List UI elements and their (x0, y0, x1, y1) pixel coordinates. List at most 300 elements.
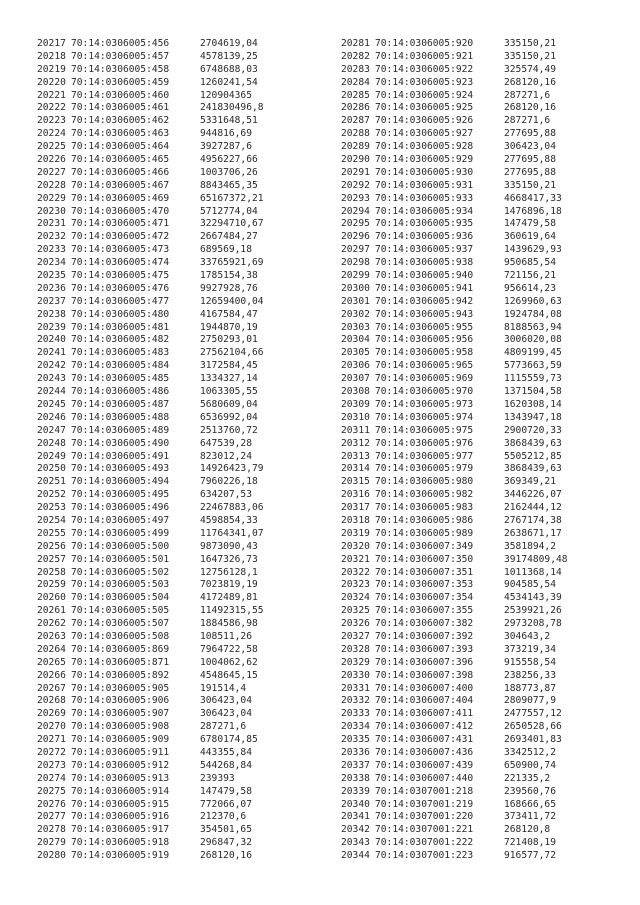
row-number: 20313 (341, 450, 370, 462)
row-value: 721156,21 (504, 270, 556, 282)
table-row (37, 257, 310, 270)
row-value: 7960226,18 (200, 476, 258, 488)
table-row (37, 773, 310, 786)
cadastral-number: 70:14:0306005:970 (375, 386, 474, 398)
cadastral-number: 70:14:0306005:917 (71, 824, 170, 836)
cadastral-number: 70:14:0306005:918 (71, 837, 170, 849)
row-value: 3006020,08 (504, 334, 562, 346)
row-number: 20259 (37, 579, 66, 591)
table-row (37, 605, 310, 618)
row-number: 20254 (37, 514, 66, 526)
row-value: 5712774,04 (200, 205, 258, 217)
table-row (341, 257, 614, 270)
cadastral-number: 70:14:0306005:940 (375, 270, 474, 282)
row-value: 221335,2 (504, 772, 551, 784)
row-number: 20253 (37, 502, 66, 514)
cadastral-number: 70:14:0306005:469 (71, 192, 170, 204)
row-number: 20297 (341, 244, 370, 256)
row-value: 6536992,04 (200, 411, 258, 423)
row-number: 20267 (37, 682, 66, 694)
cadastral-number: 70:14:0306005:465 (71, 154, 170, 166)
table-row (341, 605, 614, 618)
table-row (341, 799, 614, 812)
row-number: 20278 (37, 824, 66, 836)
table-row (37, 412, 310, 425)
row-value: 1620308,14 (504, 398, 562, 410)
cadastral-number: 70:14:0306007:436 (375, 746, 474, 758)
cadastral-number: 70:14:0306005:503 (71, 579, 170, 591)
table-row (341, 811, 614, 824)
row-number: 20251 (37, 476, 66, 488)
cadastral-number: 70:14:0306005:934 (375, 205, 474, 217)
table-row (341, 747, 614, 760)
table-row (37, 115, 310, 128)
row-number: 20272 (37, 746, 66, 758)
cadastral-number: 70:14:0306005:911 (71, 746, 170, 758)
cadastral-number: 70:14:0306005:476 (71, 282, 170, 294)
row-number: 20239 (37, 321, 66, 333)
row-number: 20269 (37, 708, 66, 720)
row-value: 3446226,07 (504, 489, 562, 501)
cadastral-number: 70:14:0306005:487 (71, 398, 170, 410)
row-number: 20262 (37, 618, 66, 630)
table-row (341, 824, 614, 837)
row-number: 20308 (341, 386, 370, 398)
row-value: 544268,84 (200, 759, 252, 771)
row-value: 14926423,79 (200, 463, 264, 475)
row-value: 5680609,04 (200, 398, 258, 410)
row-number: 20301 (341, 295, 370, 307)
row-number: 20247 (37, 424, 66, 436)
cadastral-number: 70:14:0306005:937 (375, 244, 474, 256)
table-row (37, 90, 310, 103)
cadastral-number: 70:14:0306005:481 (71, 321, 170, 333)
row-number: 20327 (341, 630, 370, 642)
row-value: 32294710,67 (200, 218, 264, 230)
table-row (37, 180, 310, 193)
row-value: 1003706,26 (200, 166, 258, 178)
row-number: 20299 (341, 270, 370, 282)
table-row (341, 102, 614, 115)
table-row (37, 528, 310, 541)
table-row (341, 515, 614, 528)
row-value: 3927287,6 (200, 141, 252, 153)
row-value: 2704619,04 (200, 38, 258, 49)
row-number: 20276 (37, 798, 66, 810)
row-value: 241830496,8 (200, 102, 264, 114)
cadastral-number: 70:14:0306007:392 (375, 630, 474, 642)
row-value: 650900,74 (504, 759, 556, 771)
row-number: 20286 (341, 102, 370, 114)
table-row (37, 451, 310, 464)
row-number: 20304 (341, 334, 370, 346)
row-value: 191514,4 (200, 682, 247, 694)
row-number: 20241 (37, 347, 66, 359)
row-value: 239560,76 (504, 785, 556, 797)
row-value: 188773,87 (504, 682, 556, 694)
table-row (37, 128, 310, 141)
row-value: 904585,54 (504, 579, 556, 591)
row-value: 2650528,66 (504, 721, 562, 733)
cadastral-number: 70:14:0307001:218 (375, 785, 474, 797)
row-number: 20233 (37, 244, 66, 256)
row-value: 304643,2 (504, 630, 551, 642)
row-number: 20321 (341, 553, 370, 565)
cadastral-number: 70:14:0306005:956 (375, 334, 474, 346)
table-row (341, 708, 614, 721)
row-value: 306423,04 (200, 695, 252, 707)
cadastral-number: 70:14:0306005:955 (375, 321, 474, 333)
cadastral-number: 70:14:0306005:490 (71, 437, 170, 449)
row-number: 20225 (37, 141, 66, 153)
row-number: 20318 (341, 514, 370, 526)
cadastral-number: 70:14:0307001:221 (375, 824, 474, 836)
row-number: 20328 (341, 643, 370, 655)
row-value: 277695,88 (504, 128, 556, 140)
row-value: 6780174,85 (200, 734, 258, 746)
row-value: 4578139,25 (200, 50, 258, 62)
cadastral-number: 70:14:0306005:472 (71, 231, 170, 243)
cadastral-number: 70:14:0306005:462 (71, 115, 170, 127)
table-row (37, 670, 310, 683)
row-number: 20305 (341, 347, 370, 359)
row-value: 1004062,62 (200, 656, 258, 668)
table-row (341, 51, 614, 64)
row-value: 4956227,66 (200, 154, 258, 166)
table-row (341, 644, 614, 657)
row-value: 2750293,01 (200, 334, 258, 346)
cadastral-number: 70:14:0306005:915 (71, 798, 170, 810)
cadastral-number: 70:14:0307001:223 (375, 850, 474, 862)
row-number: 20333 (341, 708, 370, 720)
row-number: 20329 (341, 656, 370, 668)
cadastral-number: 70:14:0306005:486 (71, 386, 170, 398)
row-value: 443355,84 (200, 746, 252, 758)
table-row (341, 631, 614, 644)
cadastral-number: 70:14:0306005:470 (71, 205, 170, 217)
cadastral-number: 70:14:0306005:931 (375, 179, 474, 191)
cadastral-number: 70:14:0306005:928 (375, 141, 474, 153)
row-number: 20255 (37, 527, 66, 539)
row-value: 65167372,21 (200, 192, 264, 204)
row-number: 20270 (37, 721, 66, 733)
cadastral-number: 70:14:0306005:500 (71, 540, 170, 552)
table-row (37, 154, 310, 167)
table-row (341, 695, 614, 708)
row-value: 33765921,69 (200, 257, 264, 269)
row-value: 634207,53 (200, 489, 252, 501)
row-number: 20273 (37, 759, 66, 771)
row-value: 1785154,38 (200, 270, 258, 282)
table-row (341, 502, 614, 515)
table-row (37, 567, 310, 580)
cadastral-number: 70:14:0306007:353 (375, 579, 474, 591)
cadastral-number: 70:14:0306005:475 (71, 270, 170, 282)
row-number: 20252 (37, 489, 66, 501)
row-value: 7964722,58 (200, 643, 258, 655)
table-row (37, 218, 310, 231)
row-number: 20342 (341, 824, 370, 836)
cadastral-number: 70:14:0306005:496 (71, 502, 170, 514)
cadastral-number: 70:14:0306005:923 (375, 76, 474, 88)
row-number: 20296 (341, 231, 370, 243)
table-row (37, 51, 310, 64)
table-row (341, 309, 614, 322)
cadastral-number: 70:14:0306005:930 (375, 166, 474, 178)
cadastral-number: 70:14:0306007:351 (375, 566, 474, 578)
table-row (37, 592, 310, 605)
cadastral-number: 70:14:0306005:474 (71, 257, 170, 269)
row-value: 168666,65 (504, 798, 556, 810)
row-number: 20316 (341, 489, 370, 501)
cadastral-number: 70:14:0306005:973 (375, 398, 474, 410)
table-row (341, 386, 614, 399)
row-number: 20240 (37, 334, 66, 346)
cadastral-number: 70:14:0306005:914 (71, 785, 170, 797)
cadastral-number: 70:14:0306005:484 (71, 360, 170, 372)
row-number: 20295 (341, 218, 370, 230)
row-number: 20294 (341, 205, 370, 217)
row-value: 1343947,18 (504, 411, 562, 423)
row-number: 20231 (37, 218, 66, 230)
row-number: 20310 (341, 411, 370, 423)
row-value: 4598854,33 (200, 514, 258, 526)
row-number: 20336 (341, 746, 370, 758)
row-number: 20334 (341, 721, 370, 733)
cadastral-number: 70:14:0306005:974 (375, 411, 474, 423)
row-number: 20312 (341, 437, 370, 449)
table-row (341, 77, 614, 90)
row-value: 108511,26 (200, 630, 252, 642)
table-row (37, 283, 310, 296)
table-row (37, 231, 310, 244)
table-row (341, 657, 614, 670)
cadastral-number: 70:14:0306005:504 (71, 592, 170, 604)
row-value: 335150,21 (504, 179, 556, 191)
table-row (341, 579, 614, 592)
row-number: 20332 (341, 695, 370, 707)
table-row (341, 64, 614, 77)
row-value: 4668417,33 (504, 192, 562, 204)
table-row (341, 541, 614, 554)
row-value: 373219,34 (504, 643, 556, 655)
table-row (37, 193, 310, 206)
row-number: 20331 (341, 682, 370, 694)
row-value: 306423,04 (504, 141, 556, 153)
table-row (37, 554, 310, 567)
table-row (341, 270, 614, 283)
row-number: 20220 (37, 76, 66, 88)
cadastral-number: 70:14:0306005:508 (71, 630, 170, 642)
row-number: 20226 (37, 154, 66, 166)
table-row (37, 373, 310, 386)
cadastral-number: 70:14:0306005:986 (375, 514, 474, 526)
table-row (341, 618, 614, 631)
row-number: 20235 (37, 270, 66, 282)
row-value: 239393 (200, 772, 235, 784)
table-row (341, 463, 614, 476)
cadastral-number: 70:14:0306005:505 (71, 605, 170, 617)
table-row (37, 141, 310, 154)
table-row (341, 128, 614, 141)
cadastral-number: 70:14:0306005:457 (71, 50, 170, 62)
cadastral-number: 70:14:0306005:927 (375, 128, 474, 140)
row-value: 11764341,07 (200, 527, 264, 539)
row-value: 647539,28 (200, 437, 252, 449)
cadastral-number: 70:14:0306005:489 (71, 424, 170, 436)
cadastral-number: 70:14:0306007:393 (375, 643, 474, 655)
row-value: 2667484,27 (200, 231, 258, 243)
cadastral-number: 70:14:0306005:471 (71, 218, 170, 230)
row-value: 5505212,85 (504, 450, 562, 462)
row-number: 20266 (37, 669, 66, 681)
table-row (341, 90, 614, 103)
row-number: 20245 (37, 398, 66, 410)
row-value: 1439629,93 (504, 244, 562, 256)
cadastral-number: 70:14:0306005:488 (71, 411, 170, 423)
row-number: 20288 (341, 128, 370, 140)
row-value: 2809077,9 (504, 695, 556, 707)
table-row (37, 270, 310, 283)
table-row (341, 850, 614, 863)
row-value: 22467883,06 (200, 502, 264, 514)
cadastral-number: 70:14:0306005:480 (71, 308, 170, 320)
cadastral-number: 70:14:0306005:502 (71, 566, 170, 578)
row-value: 268120,16 (200, 850, 252, 862)
cadastral-number: 70:14:0306005:989 (375, 527, 474, 539)
row-number: 20292 (341, 179, 370, 191)
row-number: 20319 (341, 527, 370, 539)
table-row (37, 657, 310, 670)
row-number: 20309 (341, 398, 370, 410)
row-value: 4172489,81 (200, 592, 258, 604)
table-row (341, 334, 614, 347)
row-value: 335150,21 (504, 50, 556, 62)
row-number: 20338 (341, 772, 370, 784)
table-row (37, 360, 310, 373)
row-value: 268120,16 (504, 102, 556, 114)
cadastral-number: 70:14:0306005:912 (71, 759, 170, 771)
table-row (37, 515, 310, 528)
cadastral-number: 70:14:0306007:355 (375, 605, 474, 617)
table-row (37, 850, 310, 863)
row-number: 20268 (37, 695, 66, 707)
table-row (37, 579, 310, 592)
row-value: 2539921,26 (504, 605, 562, 617)
cadastral-number: 70:14:0306007:440 (375, 772, 474, 784)
row-value: 772066,07 (200, 798, 252, 810)
cadastral-number: 70:14:0306005:464 (71, 141, 170, 153)
row-value: 956614,23 (504, 282, 556, 294)
cadastral-number: 70:14:0306005:976 (375, 437, 474, 449)
cadastral-number: 70:14:0306005:929 (375, 154, 474, 166)
table-row (341, 412, 614, 425)
row-value: 1269960,63 (504, 295, 562, 307)
row-value: 268120,16 (504, 76, 556, 88)
cadastral-number: 70:14:0306005:936 (375, 231, 474, 243)
table-row (37, 167, 310, 180)
row-value: 1647326,73 (200, 553, 258, 565)
cadastral-number: 70:14:0306005:466 (71, 166, 170, 178)
cadastral-number: 70:14:0306005:941 (375, 282, 474, 294)
row-number: 20237 (37, 295, 66, 307)
cadastral-number: 70:14:0306005:907 (71, 708, 170, 720)
table-row (341, 206, 614, 219)
row-value: 916577,72 (504, 850, 556, 862)
cadastral-number: 70:14:0306007:404 (375, 695, 474, 707)
cadastral-number: 70:14:0307001:222 (375, 837, 474, 849)
row-value: 2973208,78 (504, 618, 562, 630)
row-value: 915558,54 (504, 656, 556, 668)
row-number: 20311 (341, 424, 370, 436)
row-value: 4167584,47 (200, 308, 258, 320)
table-row (341, 567, 614, 580)
row-value: 6748688,03 (200, 63, 258, 75)
cadastral-number: 70:14:0306005:869 (71, 643, 170, 655)
row-value: 325574,49 (504, 63, 556, 75)
row-value: 3581894,2 (504, 540, 556, 552)
table-row (341, 296, 614, 309)
row-number: 20232 (37, 231, 66, 243)
table-row (341, 231, 614, 244)
row-number: 20218 (37, 50, 66, 62)
table-row (341, 141, 614, 154)
row-number: 20330 (341, 669, 370, 681)
row-number: 20234 (37, 257, 66, 269)
table-row (341, 115, 614, 128)
row-number: 20263 (37, 630, 66, 642)
row-number: 20303 (341, 321, 370, 333)
row-value: 27562104,66 (200, 347, 264, 359)
row-value: 287271,6 (504, 115, 551, 127)
cadastral-number: 70:14:0306005:933 (375, 192, 474, 204)
cadastral-number: 70:14:0306007:431 (375, 734, 474, 746)
table-row (37, 463, 310, 476)
row-value: 4548645,15 (200, 669, 258, 681)
row-number: 20258 (37, 566, 66, 578)
cadastral-number: 70:14:0306005:491 (71, 450, 170, 462)
cadastral-number: 70:14:0306005:458 (71, 63, 170, 75)
cadastral-number: 70:14:0306005:908 (71, 721, 170, 733)
row-number: 20228 (37, 179, 66, 191)
row-number: 20244 (37, 386, 66, 398)
table-row (37, 618, 310, 631)
row-number: 20289 (341, 141, 370, 153)
row-value: 12659400,04 (200, 295, 264, 307)
row-value: 360619,64 (504, 231, 556, 243)
row-value: 369349,21 (504, 476, 556, 488)
cadastral-number: 70:14:0306005:495 (71, 489, 170, 501)
row-value: 2477557,12 (504, 708, 562, 720)
table-row (341, 721, 614, 734)
cadastral-number: 70:14:0306005:916 (71, 811, 170, 823)
table-row (341, 670, 614, 683)
cadastral-number: 70:14:0306005:483 (71, 347, 170, 359)
row-number: 20325 (341, 605, 370, 617)
cadastral-number: 70:14:0306005:938 (375, 257, 474, 269)
cadastral-number: 70:14:0306007:439 (375, 759, 474, 771)
row-value: 9873090,43 (200, 540, 258, 552)
table-row (341, 734, 614, 747)
row-value: 2638671,17 (504, 527, 562, 539)
table-row (341, 360, 614, 373)
cadastral-number: 70:14:0306005:497 (71, 514, 170, 526)
cadastral-number: 70:14:0306005:905 (71, 682, 170, 694)
cadastral-number: 70:14:0306005:969 (375, 373, 474, 385)
row-value: 373411,72 (504, 811, 556, 823)
right-column (341, 38, 614, 863)
cadastral-number: 70:14:0306005:493 (71, 463, 170, 475)
